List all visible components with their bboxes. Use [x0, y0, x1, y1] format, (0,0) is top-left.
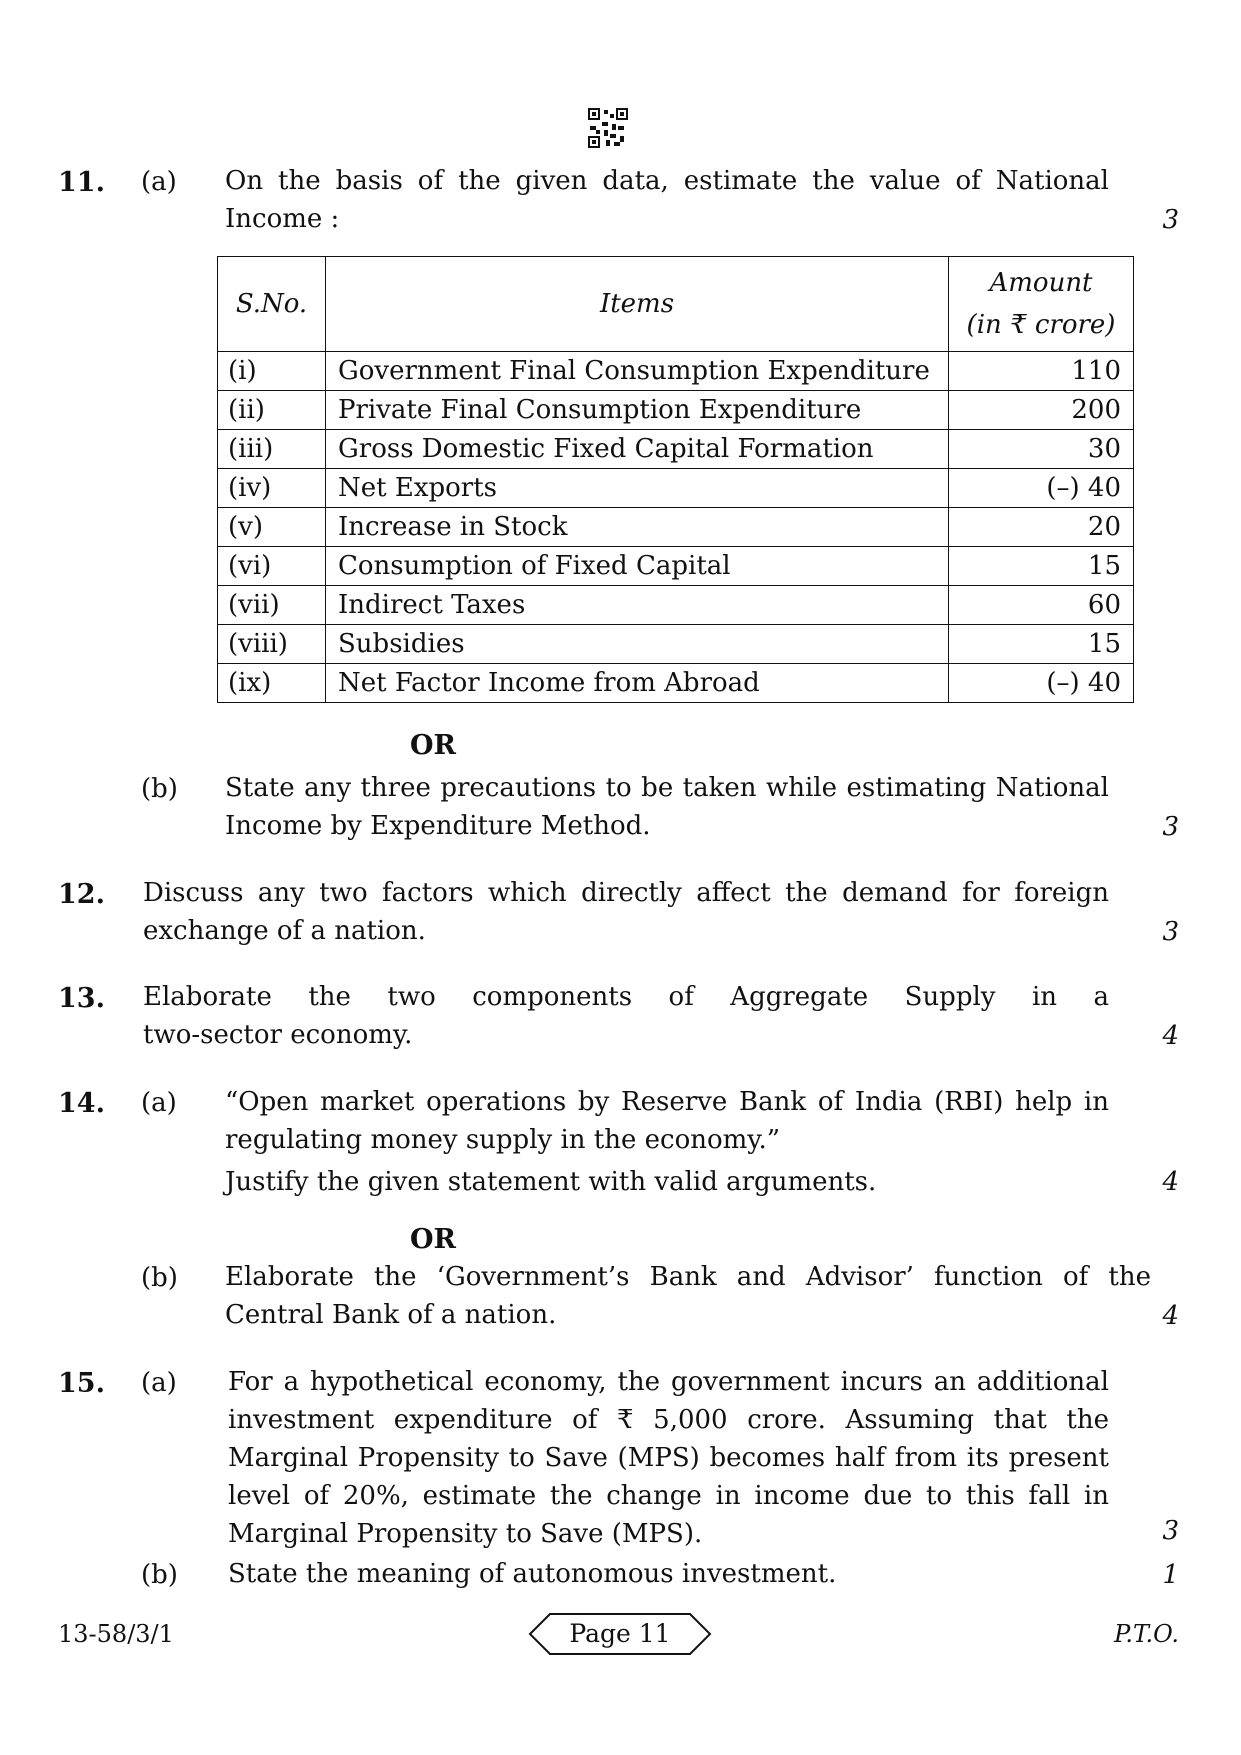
- q14-a-line3: Justify the given statement with valid arguments.: [225, 1167, 877, 1197]
- q11-b-marks: 3: [1162, 812, 1179, 842]
- q14-b-marks: 4: [1162, 1301, 1179, 1331]
- qr-code-icon: [588, 108, 628, 148]
- row-amount: 30: [949, 430, 1134, 469]
- table-row: [218, 547, 1134, 586]
- row-sno: (v): [218, 508, 326, 547]
- row-sno: (vi): [218, 547, 326, 586]
- q15-part-b-label: (b): [141, 1560, 178, 1590]
- question-number-15: 15.: [58, 1368, 105, 1399]
- q14-b-text: [225, 1258, 1151, 1334]
- row-amount: 60: [949, 586, 1134, 625]
- row-amount: (–) 40: [949, 469, 1134, 508]
- q14-a-text: [225, 1083, 1109, 1201]
- row-sno: (i): [218, 352, 326, 391]
- question-number-13: 13.: [58, 983, 105, 1014]
- page-number: Page 11: [569, 1619, 671, 1648]
- row-amount: 110: [949, 352, 1134, 391]
- q11-a-marks: 3: [1162, 205, 1179, 235]
- row-sno: (vii): [218, 586, 326, 625]
- row-item: Net Exports: [326, 469, 949, 508]
- row-item: Consumption of Fixed Capital: [326, 547, 949, 586]
- header-amount-line1: Amount: [989, 268, 1093, 298]
- q15-a-line1: For a hypothetical economy, the government incurs an additional: [228, 1367, 1109, 1397]
- q12-text: [143, 874, 1109, 950]
- q15-b-text: [228, 1555, 1109, 1593]
- q15-part-a-label: (a): [141, 1368, 177, 1398]
- q13-text: [143, 978, 1109, 1054]
- row-amount: 15: [949, 547, 1134, 586]
- table-row: [218, 430, 1134, 469]
- row-item: Subsidies: [326, 625, 949, 664]
- row-amount: 200: [949, 391, 1134, 430]
- header-amount-line2: (in ₹ crore): [966, 310, 1116, 340]
- question-number-12: 12.: [58, 879, 105, 910]
- q13-line2: two-sector economy.: [143, 1020, 413, 1050]
- row-amount: 20: [949, 508, 1134, 547]
- row-sno: (viii): [218, 625, 326, 664]
- table-row: [218, 664, 1134, 703]
- question-number-14: 14.: [58, 1088, 105, 1119]
- q12-line1: Discuss any two factors which directly affect the demand for foreign: [143, 878, 1109, 908]
- q11-a-line2: Income :: [225, 204, 340, 234]
- paper-code: 13-58/3/1: [58, 1620, 174, 1648]
- q15-a-line2: investment expenditure of ₹ 5,000 crore. Assuming that the: [228, 1405, 1109, 1435]
- q14-or-separator: OR: [410, 1224, 456, 1255]
- header-items: Items: [326, 257, 949, 352]
- table-row: [218, 391, 1134, 430]
- row-item: Government Final Consumption Expenditure: [326, 352, 949, 391]
- table-row: [218, 508, 1134, 547]
- header-sno: S.No.: [218, 257, 326, 352]
- q14-part-b-label: (b): [141, 1263, 178, 1293]
- row-sno: (ix): [218, 664, 326, 703]
- header-amount: [949, 257, 1134, 352]
- row-item: Increase in Stock: [326, 508, 949, 547]
- q14-b-line2: Central Bank of a nation.: [225, 1300, 557, 1330]
- q11-part-b-label: (b): [141, 774, 178, 804]
- q15-a-text: [228, 1363, 1109, 1553]
- table-row: [218, 352, 1134, 391]
- q12-line2: exchange of a nation.: [143, 916, 426, 946]
- row-sno: (iv): [218, 469, 326, 508]
- q11-part-a-label: (a): [141, 167, 177, 197]
- q14-a-line1: “Open market operations by Reserve Bank of India (RBI) help in: [225, 1087, 1109, 1117]
- table-row: [218, 625, 1134, 664]
- q14-b-line1: Elaborate the ‘Government’s Bank and Advisor’ function of the: [225, 1262, 1151, 1292]
- row-item: Indirect Taxes: [326, 586, 949, 625]
- q15-a-line4: level of 20%, estimate the change in income due to this fall in: [228, 1481, 1109, 1511]
- q15-b-line1: State the meaning of autonomous investment.: [228, 1559, 837, 1589]
- q14-part-a-label: (a): [141, 1088, 177, 1118]
- row-item: Private Final Consumption Expenditure: [326, 391, 949, 430]
- q11-a-text: [225, 162, 1109, 238]
- q15-b-marks: 1: [1162, 1560, 1179, 1590]
- row-item: Gross Domestic Fixed Capital Formation: [326, 430, 949, 469]
- row-sno: (ii): [218, 391, 326, 430]
- row-amount: 15: [949, 625, 1134, 664]
- q14-a-marks: 4: [1162, 1167, 1179, 1197]
- q11-b-line2: Income by Expenditure Method.: [225, 811, 651, 841]
- row-item: Net Factor Income from Abroad: [326, 664, 949, 703]
- q15-a-line5: Marginal Propensity to Save (MPS).: [228, 1519, 703, 1549]
- table-row: [218, 469, 1134, 508]
- table-row: [218, 586, 1134, 625]
- row-sno: (iii): [218, 430, 326, 469]
- q11-a-line1: On the basis of the given data, estimate the value of National: [225, 166, 1109, 196]
- question-number-11: 11.: [58, 167, 105, 198]
- row-amount: (–) 40: [949, 664, 1134, 703]
- q11-or-separator: OR: [410, 730, 456, 761]
- please-turn-over: P.T.O.: [1114, 1620, 1179, 1648]
- table-header-row: [218, 257, 1134, 352]
- q11-b-text: [225, 769, 1109, 845]
- q11-b-line1: State any three precautions to be taken while estimating National: [225, 773, 1109, 803]
- q15-a-line3: Marginal Propensity to Save (MPS) becomes half from its present: [228, 1443, 1109, 1473]
- national-income-table: [217, 256, 1134, 703]
- q14-a-line2: regulating money supply in the economy.”: [225, 1125, 781, 1155]
- q15-a-marks: 3: [1162, 1516, 1179, 1546]
- q12-marks: 3: [1162, 917, 1179, 947]
- q13-marks: 4: [1162, 1021, 1179, 1051]
- q13-line1: Elaborate the two components of Aggregate Supply in a: [143, 982, 1109, 1012]
